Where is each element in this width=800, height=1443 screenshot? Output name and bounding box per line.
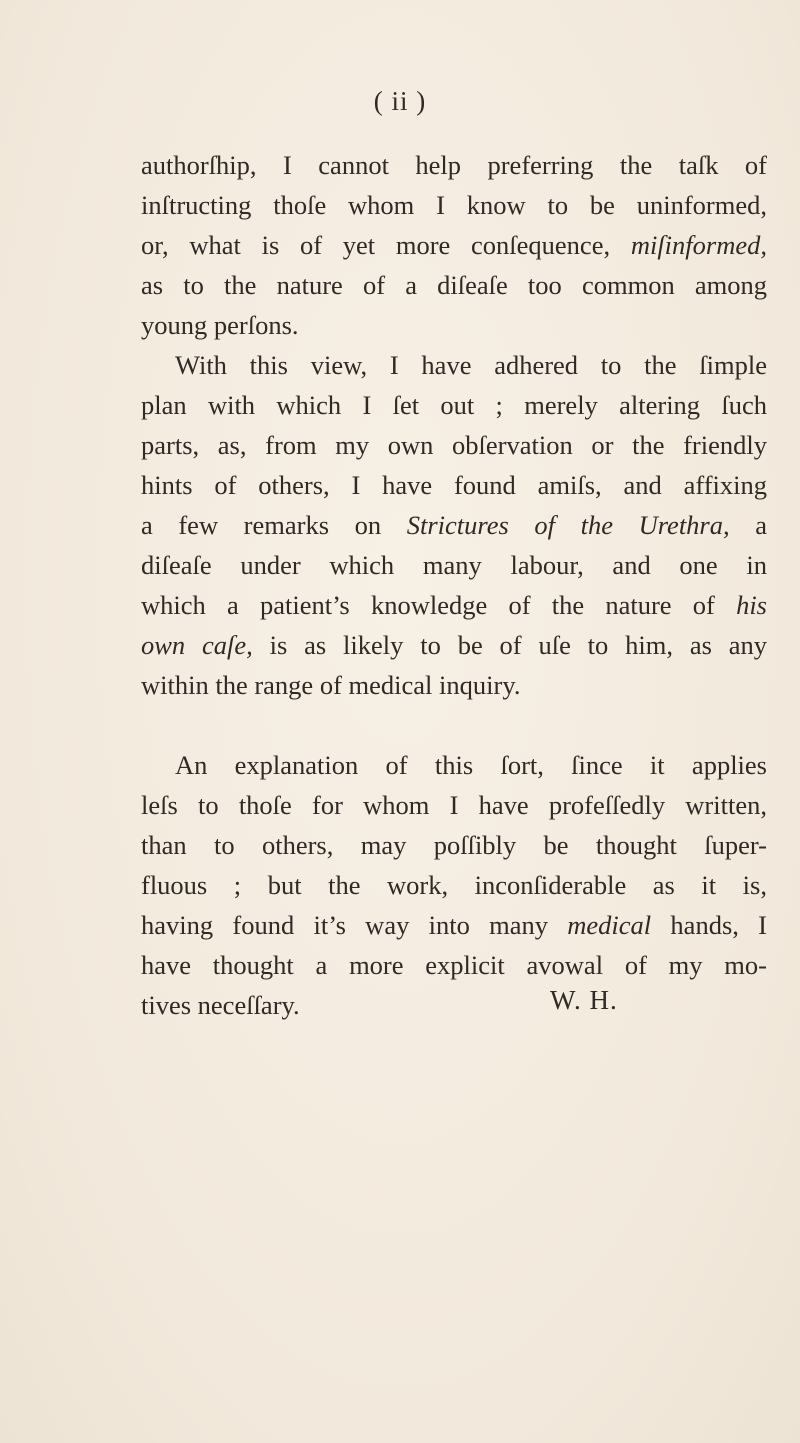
paragraph-3: [141, 745, 767, 1025]
paragraph-1: [141, 145, 767, 345]
emphasis: his: [736, 590, 767, 620]
text-line: within the range of medical inquiry.: [141, 670, 521, 700]
text-line: than to others, may poſſibly be thought ſuper-: [141, 830, 767, 860]
text-line: An explanation of this ſort, ſince it applies: [175, 750, 767, 780]
text-line: which a patient’s knowledge of the nature of his: [141, 590, 767, 620]
text-line: or, what is of yet more conſequence, miſinformed,: [141, 230, 767, 260]
text-line: having found it’s way into many medical hands, I: [141, 910, 767, 940]
text-line: tives neceſſary.: [141, 990, 300, 1020]
text-line: leſs to thoſe for whom I have profeſſedly written,: [141, 790, 767, 820]
text-line: fluous ; but the work, inconſiderable as it is,: [141, 870, 767, 900]
text-line: diſeaſe under which many labour, and one in: [141, 550, 767, 580]
emphasis: medical: [567, 910, 652, 940]
text-line: own caſe, is as likely to be of uſe to him, as any: [141, 630, 767, 660]
paragraph-2: [141, 345, 767, 705]
text-line: inſtructing thoſe whom I know to be uninformed,: [141, 190, 767, 220]
text-line: plan with which I ſet out ; merely altering ſuch: [141, 390, 767, 420]
text-line: have thought a more explicit avowal of my mo-: [141, 950, 767, 980]
text-line: young perſons.: [141, 310, 299, 340]
text-line: parts, as, from my own obſervation or the friendly: [141, 430, 767, 460]
text-line: hints of others, I have found amiſs, and affixing: [141, 470, 767, 500]
emphasis: Strictures of the Urethra,: [406, 510, 730, 540]
text-line: a few remarks on Strictures of the Urethra, a: [141, 510, 767, 540]
emphasis: miſinformed,: [630, 230, 767, 260]
emphasis: own caſe,: [141, 630, 253, 660]
page-number: ( ii ): [373, 86, 427, 116]
text-line: authorſhip, I cannot help preferring the taſk of: [141, 150, 767, 180]
signature: W. H.: [550, 985, 618, 1015]
text-line: as to the nature of a diſeaſe too common among: [141, 270, 767, 300]
text-line: With this view, I have adhered to the ſimple: [175, 350, 767, 380]
